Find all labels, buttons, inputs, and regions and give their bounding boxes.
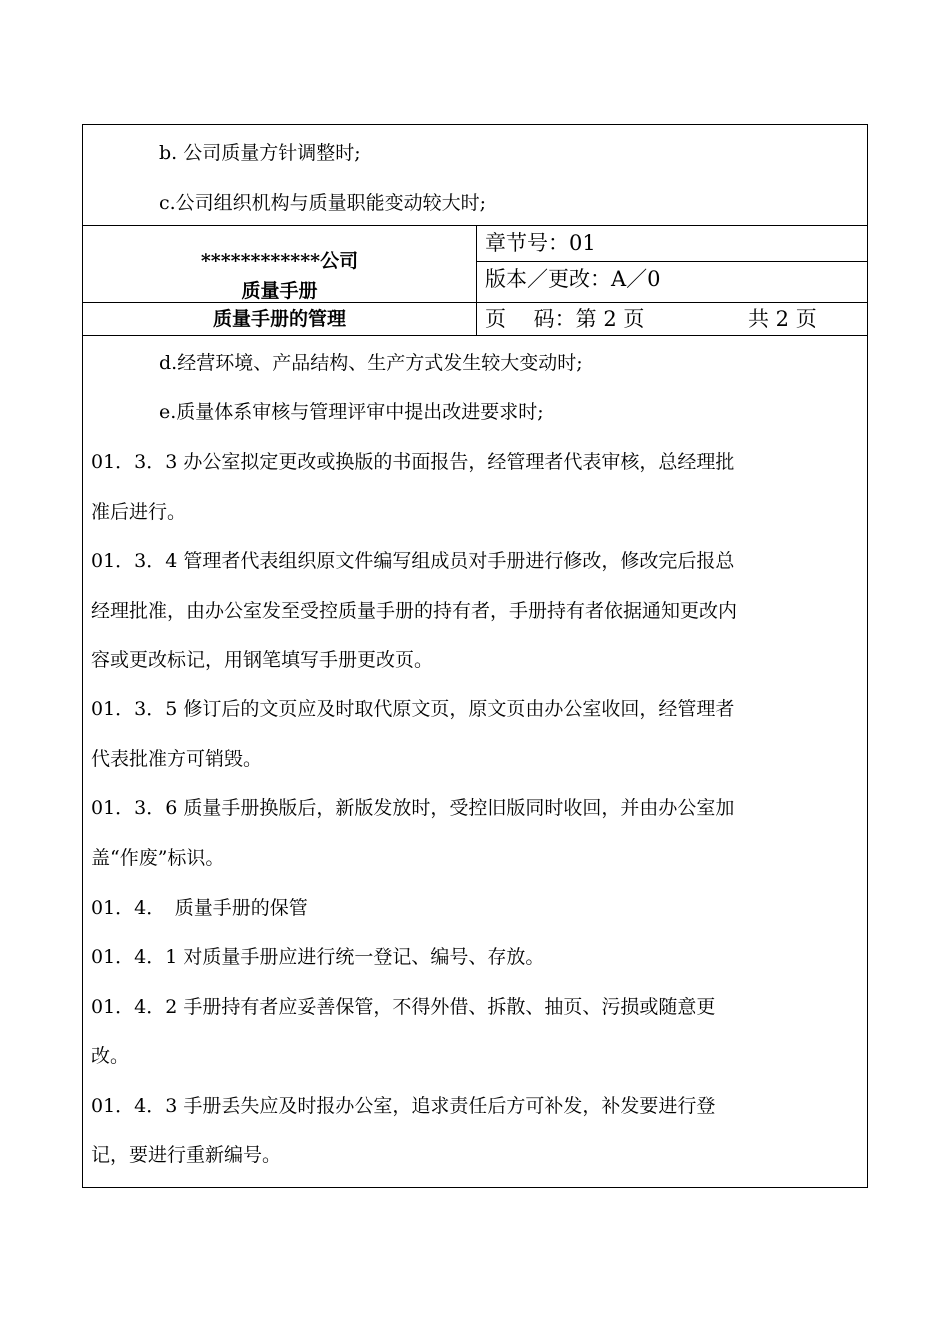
para-0142-line1: 01．4．2 手册持有者应妥善保管，不得外借、拆散、抽页、污损或随意更 — [91, 996, 716, 1018]
section-title: 质量手册的管理 — [212, 308, 346, 330]
page-number: 页 码：第 2 页 — [485, 307, 645, 331]
para-0133-line1: 01．3．3 办公室拟定更改或换版的书面报告，经管理者代表审核，总经理批 — [91, 451, 735, 473]
para-0142-line2: 改。 — [91, 1045, 130, 1067]
para-0135-line2: 代表批准方可销毁。 — [91, 748, 263, 770]
para-0133-line2: 准后进行。 — [91, 501, 187, 523]
para-0134-line3: 容或更改标记，用钢笔填写手册更改页。 — [91, 649, 434, 671]
header-mid-rule — [476, 261, 867, 262]
company-name: ************公司 — [200, 250, 359, 272]
header-divider — [476, 225, 477, 335]
header-top-rule — [83, 225, 867, 226]
item-c: c.公司组织机构与质量职能变动较大时; — [159, 192, 487, 214]
chapter-number: 章节号：01 — [485, 231, 596, 255]
item-e: e.质量体系审核与管理评审中提出改进要求时; — [159, 401, 544, 423]
para-0134-line1: 01．3．4 管理者代表组织原文件编写组成员对手册进行修改，修改完后报总 — [91, 550, 735, 572]
document-frame — [82, 124, 868, 1188]
para-0134-line2: 经理批准，由办公室发至受控质量手册的持有者，手册持有者依据通知更改内 — [91, 600, 738, 622]
page-total: 共 2 页 — [748, 307, 817, 331]
heading-014: 01．4． 质量手册的保管 — [91, 897, 308, 919]
header-bottom-rule — [83, 335, 867, 336]
manual-title: 质量手册 — [241, 280, 318, 302]
para-0136-line1: 01．3．6 质量手册换版后，新版发放时，受控旧版同时收回，并由办公室加 — [91, 797, 735, 819]
item-d: d.经营环境、产品结构、生产方式发生较大变动时; — [159, 352, 583, 374]
para-0136-line2: 盖“作废”标识。 — [91, 847, 225, 869]
para-0143-line2: 记，要进行重新编号。 — [91, 1144, 282, 1166]
version-number: 版本／更改：A／0 — [485, 267, 661, 291]
para-0135-line1: 01．3．5 修订后的文页应及时取代原文页，原文页由办公室收回，经管理者 — [91, 698, 735, 720]
item-b: b. 公司质量方针调整时; — [159, 142, 361, 164]
para-0143-line1: 01．4．3 手册丢失应及时报办公室，追求责任后方可补发，补发要进行登 — [91, 1095, 716, 1117]
para-0141: 01．4．1 对质量手册应进行统一登记、编号、存放。 — [91, 946, 545, 968]
